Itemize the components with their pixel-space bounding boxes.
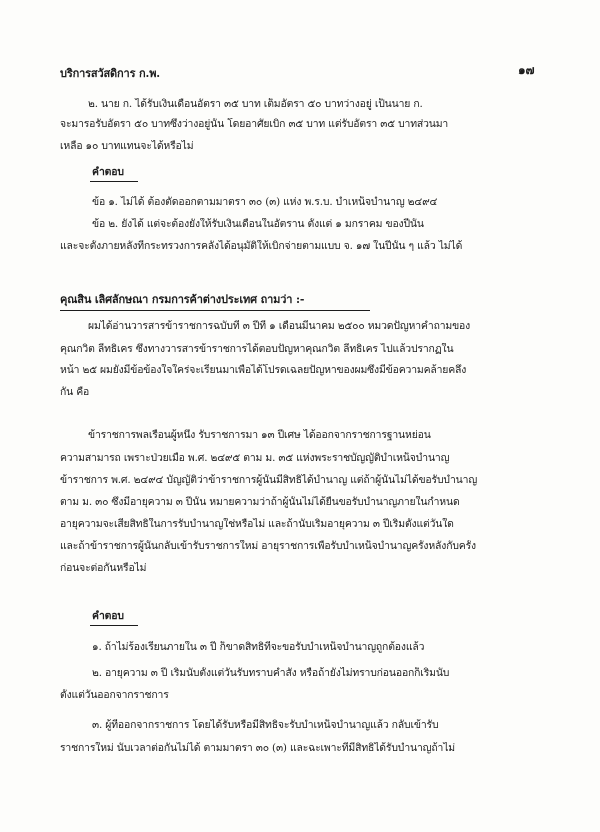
letter-line: และถ้าข้าราชการผู้นั้นกลับเข้ารับราชการใหม่ อายุราชการเพื่อรับบำเหน็จบำนาญครั้งหลังกับครั้ง <box>60 540 476 552</box>
answer-label: คำตอบ <box>92 166 124 178</box>
letter-line: ข้าราชการพลเรือนผู้หนึ่ง รับราชการมา ๑๓ ปีเศษ ได้ออกจากราชการฐานหย่อน <box>88 429 431 441</box>
answer-line: ตั้งแต่วันออกจากราชการ <box>60 689 169 701</box>
letter-line: ผมได้อ่านวารสารข้าราชการฉบับที่ ๓ ปีที่ ๑ เดือนมีนาคม ๒๕๐๐ หมวดปัญหาคำถามของ <box>88 320 471 332</box>
answer-line: ราชการใหม่ นับเวลาต่อกันไม่ได้ ตามมาตรา ๓๐ (๓) และฉะเพาะที่มีสิทธิได้รับบำนาญถ้าไม่ <box>60 742 455 754</box>
letter-line: ความสามารถ เพราะป่วยเมื่อ พ.ศ. ๒๔๙๕ ตาม ม. ๓๕ แห่งพระราชบัญญัติบำเหน็จบำนาญ <box>60 452 450 464</box>
answer-label: คำตอบ <box>92 610 124 622</box>
letter-line: กัน คือ <box>60 386 90 398</box>
header-title: บริการสวัสดิการ ก.พ. <box>60 67 160 80</box>
letter-line: ตาม ม. ๓๐ ซึ่งมีอายุความ ๓ ปีนั้น หมายความว่าถ้าผู้นั้นไม่ได้ยื่นขอรับบำนาญภายในกำหนด <box>60 496 460 508</box>
letter-line: ก่อนจะต่อกันหรือไม่ <box>60 562 147 574</box>
section-heading-underline <box>60 310 370 311</box>
question-line: เหลือ ๑๐ บาทแทนจะได้หรือไม่ <box>60 140 194 152</box>
page-number: ๑๗ <box>518 63 535 77</box>
answer-line: ๓. ผู้ที่ออกจากราชการ โดยได้รับหรือมีสิทธิจะรับบำเหน็จบำนาญแล้ว กลับเข้ารับ <box>92 719 439 731</box>
answer-line: ข้อ ๑. ไม่ได้ ต้องตัดออกตามมาตรา ๓๐ (๓) แห่ง พ.ร.บ. บำเหน็จบำนาญ ๒๔๙๔ <box>92 196 438 208</box>
letter-line: อายุความจะเสียสิทธิในการรับบำนาญใช่หรือไม่ และถ้านับเริ่มอายุความ ๓ ปีเริ่มตั้งแต่วันใด <box>60 518 454 530</box>
question-line: ๒. นาย ก. ได้รับเงินเดือนอัตรา ๓๕ บาท เต็มอัตรา ๕๐ บาทว่างอยู่ เป็นนาย ก. <box>88 98 423 110</box>
letter-line: ข้าราชการ พ.ศ. ๒๔๙๔ บัญญัติว่าข้าราชการผู้นั้นมีสิทธิได้บำนาญ แต่ถ้าผู้นั้นไม่ได้ขอรับบำนาญ <box>60 474 478 486</box>
answer-line: ๑. ถ้าไม่ร้องเรียนภายใน ๓ ปี ก็ขาดสิทธิที่จะขอรับบำเหน็จบำนาญถูกต้องแล้ว <box>92 641 425 653</box>
section-heading: คุณสิน เลิศลักษณา กรมการค้าต่างประเทศ ถามว่า :- <box>60 293 305 306</box>
answer-label-underline <box>90 625 138 626</box>
answer-line: ๒. อายุความ ๓ ปี เริ่มนับตั้งแต่วันรับทราบคำสั่ง หรือถ้ายังไม่ทราบก่อนออกก็เริ่มนับ <box>92 667 450 679</box>
question-line: จะมารอรับอัตรา ๕๐ บาทซึ่งว่างอยู่นั้น โดยอาศัยเบิก ๓๕ บาท แต่รับอัตรา ๓๕ บาทส่วนมา <box>60 118 449 130</box>
answer-line: ข้อ ๒. ยังได้ แต่จะต้องยังให้รับเงินเดือนในอัตราน ตั้งแต่ ๑ มกราคม ของปีนั้น <box>92 218 424 230</box>
letter-line: หน้า ๒๕ ผมยังมีข้อข้องใจใคร่จะเรียนมาเพื่อได้โปรดเฉลยปัญหาของผมซึ่งมีข้อความคล้ายคลึง <box>60 364 467 376</box>
answer-line: และจะตั้งภายหลังที่กระทรวงการคลังได้อนุมัติให้เบิกจ่ายตามแบบ จ. ๑๗ ในปีนั้น ๆ แล้ว ไม่ได้ <box>60 240 463 252</box>
letter-line: คุณกวิต ลีทธิเคร ซึ่งทางวารสารข้าราชการได้ตอบปัญหาคุณกวิต ลีทธิเคร ไปแล้วปรากฏใน <box>60 343 454 355</box>
answer-label-underline <box>90 181 138 182</box>
